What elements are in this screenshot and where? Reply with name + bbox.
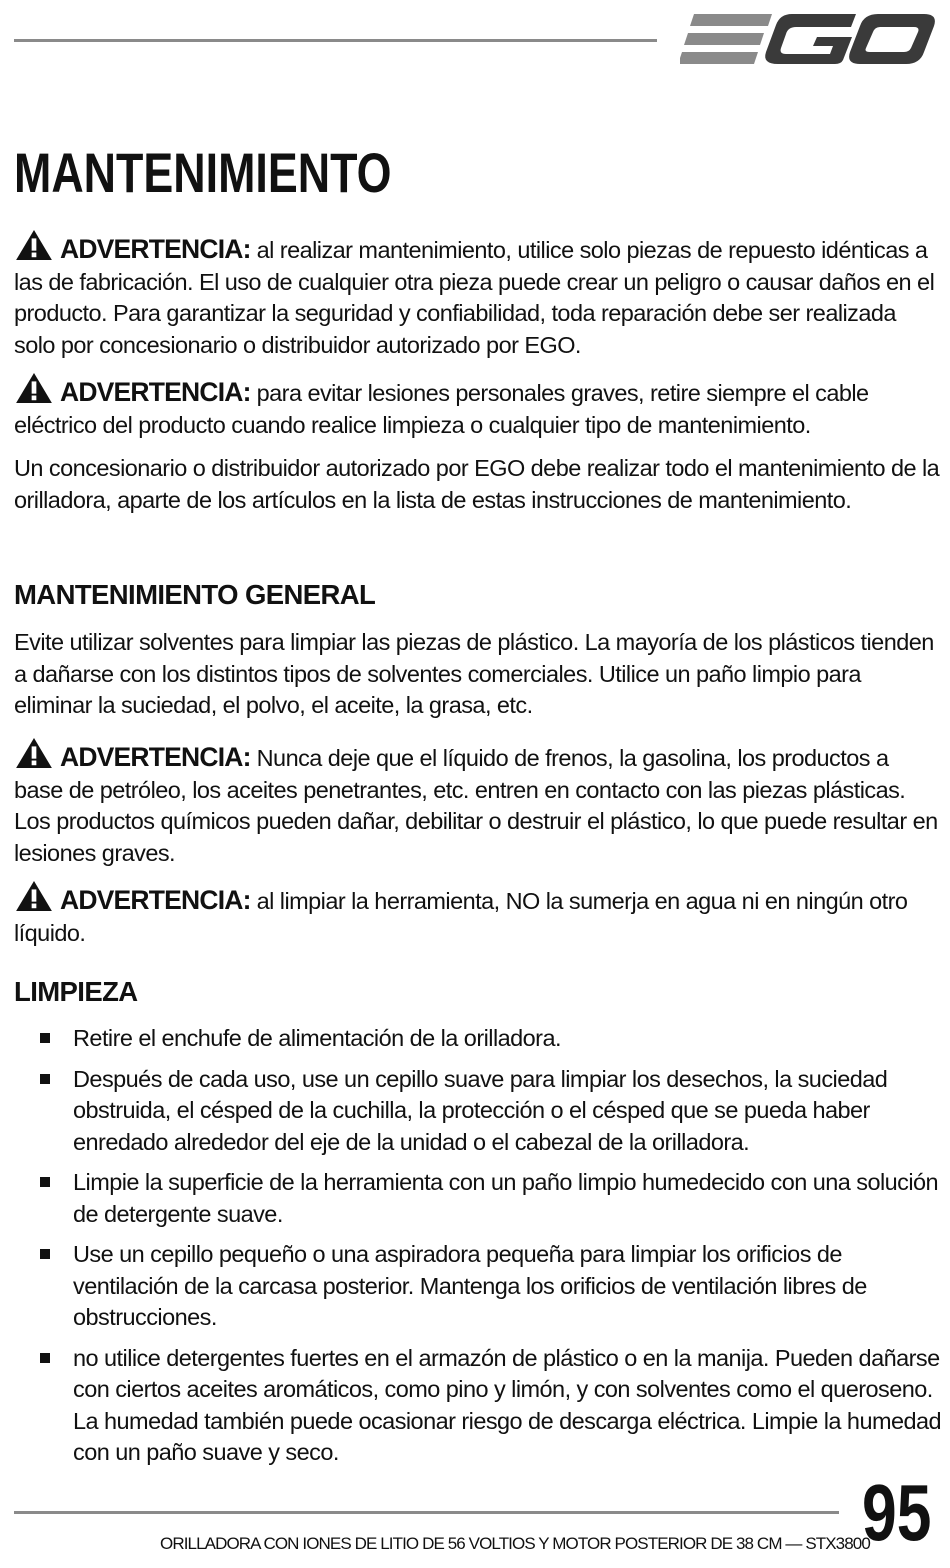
warning-triangle-icon xyxy=(14,880,54,912)
list-item-text: no utilice detergentes fuertes en el armazón de plástico o en la manija. Pueden dañarse con ciertos aceites aromáticos, como pino y limón, y con solventes como el queroseno. La humedad también puede ocasionar riesgo de descarga eléctrica. Limpie la humedad con un paño suave y seco. xyxy=(73,1344,942,1465)
cleaning-list xyxy=(14,1023,942,1478)
warning-label: ADVERTENCIA: xyxy=(60,377,251,407)
bullet-square-icon xyxy=(40,1353,50,1363)
warning-label: ADVERTENCIA: xyxy=(60,742,251,772)
bullet-square-icon xyxy=(40,1074,50,1084)
warning-text: al limpiar la herramienta, NO la sumerja en agua ni en ningún otro líquido. xyxy=(14,888,908,946)
footer-rule xyxy=(14,1511,839,1514)
warning-text: para evitar lesiones personales graves, retire siempre el cable eléctrico del producto cuando realice limpieza o cualquier tipo de mantenimiento. xyxy=(14,380,869,438)
warning-unplug xyxy=(14,372,942,441)
list-item xyxy=(14,1167,942,1230)
section-heading-general: MANTENIMIENTO GENERAL xyxy=(14,579,376,610)
warning-triangle-icon xyxy=(14,372,54,404)
section-heading-cleaning: LIMPIEZA xyxy=(14,976,138,1007)
ego-logo xyxy=(680,10,935,68)
list-item xyxy=(14,1343,942,1469)
warning-label: ADVERTENCIA: xyxy=(60,234,251,264)
warning-chemicals xyxy=(14,737,942,869)
warning-triangle-icon xyxy=(14,737,54,769)
warning-triangle-icon xyxy=(14,229,54,261)
bullet-square-icon xyxy=(40,1033,50,1043)
list-item-text: Use un cepillo pequeño o una aspiradora pequeña para limpiar los orificios de ventilación de la carcasa posterior. Mantenga los orificios de ventilación libres de obstrucciones. xyxy=(73,1241,867,1330)
page-title: MANTENIMIENTO xyxy=(14,141,392,204)
list-item xyxy=(14,1064,942,1159)
list-item-text: Después de cada uso, use un cepillo suave para limpiar los desechos, la suciedad obstruida, el césped de la cuchilla, la protección o el césped que se pueda haber enredado alrededor del eje de la unidad o el cabezal de la orilladora. xyxy=(73,1065,888,1155)
header-rule xyxy=(14,39,657,42)
warning-text: al realizar mantenimiento, utilice solo piezas de repuesto idénticas a las de fabricación. El uso de cualquier otra pieza puede crear un peligro o causar daños en el producto. Para garantizar la seguridad y confiabilidad, toda reparación debe ser realizada solo por concesionario o distribuidor autorizado por EGO. xyxy=(14,237,935,358)
page-number: 95 xyxy=(862,1468,932,1557)
list-item xyxy=(14,1239,942,1334)
warning-replacement-parts xyxy=(14,229,942,361)
footer-product-name: ORILLADORA CON IONES DE LITIO DE 56 VOLTIOS Y MOTOR POSTERIOR DE 38 CM — STX3800 xyxy=(160,1534,870,1553)
intro-paragraph: Un concesionario o distribuidor autorizado por EGO debe realizar todo el mantenimiento de la orilladora, aparte de los artículos en la lista de estas instrucciones de mantenimiento. xyxy=(14,455,940,513)
warning-label: ADVERTENCIA: xyxy=(60,885,251,915)
list-item-text: Limpie la superficie de la herramienta con un paño limpio humedecido con una solución de detergente suave. xyxy=(73,1169,939,1227)
list-item-text: Retire el enchufe de alimentación de la orilladora. xyxy=(73,1025,561,1051)
warning-text: Nunca deje que el líquido de frenos, la gasolina, los productos a base de petróleo, los aceites penetrantes, etc. entren en contacto con las piezas plásticas. Los productos químicos pueden dañar, debilitar o destruir el plástico, lo que puede resultar en lesiones graves. xyxy=(14,745,938,866)
warning-no-immersion xyxy=(14,880,942,949)
bullet-square-icon xyxy=(40,1177,50,1187)
general-paragraph: Evite utilizar solventes para limpiar las piezas de plástico. La mayoría de los plásticos tienden a dañarse con los distintos tipos de solventes comerciales. Utilice un paño limpio para eliminar la suciedad, el polvo, el aceite, la grasa, etc. xyxy=(14,629,934,718)
list-item xyxy=(14,1023,942,1055)
bullet-square-icon xyxy=(40,1249,50,1259)
